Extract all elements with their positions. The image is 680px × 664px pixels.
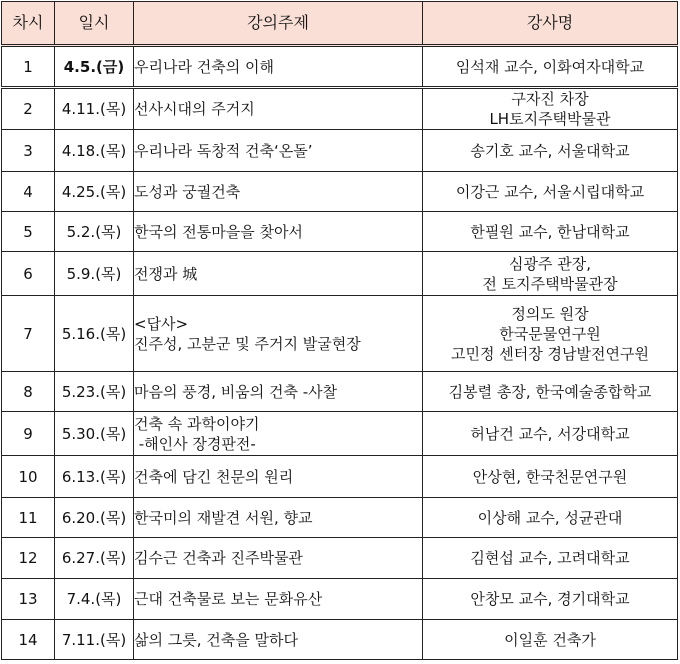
- lecturer-name: [423, 296, 678, 372]
- table-row: [2, 538, 678, 579]
- lecture-topic: [134, 130, 423, 172]
- session-date: 7.4.(목): [55, 579, 134, 620]
- lecturer-name: [423, 88, 678, 130]
- session-number: 14: [2, 620, 55, 660]
- lecturer-name: [423, 212, 678, 252]
- topic-line: 선사시대의 주거지: [134, 100, 255, 118]
- table-row: [2, 212, 678, 252]
- session-number: 9: [2, 412, 55, 456]
- lecture-topic: [134, 579, 423, 620]
- lecture-topic: [134, 212, 423, 252]
- table-row: [2, 296, 678, 372]
- lecture-topic: [134, 172, 423, 212]
- topic-line: 건축에 담긴 천문의 원리: [134, 467, 294, 486]
- topic-line: 건축 속 과학이야기: [134, 414, 260, 433]
- topic-line: 한국미의 재발견 서원, 향교: [134, 508, 313, 527]
- lecturer-name: [423, 620, 678, 660]
- lecture-topic: [134, 412, 423, 456]
- session-number: 1: [2, 46, 55, 88]
- topic-line: 근대 건축물로 보는 문화유산: [134, 590, 323, 608]
- topic-line: 우리나라 건축의 이해: [134, 57, 274, 76]
- lecture-topic: [134, 46, 423, 88]
- lecturer-name: [423, 456, 678, 498]
- session-date: 4.11.(목): [55, 88, 134, 130]
- session-date: 6.20.(목): [55, 498, 134, 538]
- lecturer-line: 구자진 차장: [511, 90, 589, 108]
- lecturer-name: [423, 412, 678, 456]
- lecturer-line: 고민정 센터장 경남발전연구원: [451, 344, 649, 363]
- session-number: 2: [2, 88, 55, 130]
- lecture-topic: [134, 296, 423, 372]
- table-row: [2, 579, 678, 620]
- table-row: [2, 498, 678, 538]
- lecturer-line: 안창모 교수, 경기대학교: [470, 590, 630, 608]
- lecturer-line: 이상해 교수, 성균관대: [477, 508, 623, 527]
- header-lecturer: 강사명: [423, 2, 678, 46]
- header-date: 일시: [55, 2, 134, 46]
- lecture-schedule-table: [1, 1, 678, 660]
- table-row: [2, 88, 678, 130]
- session-number: 12: [2, 538, 55, 579]
- lecture-topic: [134, 88, 423, 130]
- topic-line: 우리나라 독창적 건축‘온돌’: [134, 141, 313, 160]
- lecturer-line: 이강근 교수, 서울시립대학교: [455, 182, 645, 201]
- topic-line: 김수근 건축과 진주박물관: [134, 549, 303, 567]
- lecture-topic: [134, 498, 423, 538]
- session-number: 5: [2, 212, 55, 252]
- lecturer-line: 한필원 교수, 한남대학교: [470, 222, 630, 241]
- lecturer-line: 임석재 교수, 이화여자대학교: [455, 57, 645, 76]
- session-date: 6.13.(목): [55, 456, 134, 498]
- topic-line: 진주성, 고분군 및 주거지 발굴현장: [134, 334, 361, 353]
- schedule-body: [2, 46, 678, 660]
- header-topic: 강의주제: [134, 2, 423, 46]
- table-row: [2, 412, 678, 456]
- lecturer-line: LH토지주택박물관: [489, 110, 611, 128]
- table-row: [2, 620, 678, 660]
- table-row: [2, 130, 678, 172]
- lecturer-line: 허남건 교수, 서강대학교: [470, 424, 630, 443]
- topic-line: <답사>: [134, 314, 189, 333]
- topic-line: 전쟁과 城: [134, 264, 198, 283]
- lecturer-line: 전 토지주택박물관장: [482, 274, 618, 293]
- session-date: 5.9.(목): [55, 252, 134, 296]
- header-row: [2, 2, 678, 46]
- lecturer-line: 심광주 관장,: [509, 254, 591, 273]
- lecturer-name: [423, 538, 678, 579]
- topic-line: 한국의 전통마을을 찾아서: [134, 222, 303, 241]
- session-date: 5.16.(목): [55, 296, 134, 372]
- table-row: [2, 172, 678, 212]
- topic-line: 마음의 풍경, 비움의 건축 -사찰: [134, 382, 338, 401]
- session-date: 6.27.(목): [55, 538, 134, 579]
- session-number: 13: [2, 579, 55, 620]
- session-number: 10: [2, 456, 55, 498]
- session-number: 3: [2, 130, 55, 172]
- lecturer-name: [423, 252, 678, 296]
- session-number: 7: [2, 296, 55, 372]
- topic-line: 도성과 궁궐건축: [134, 182, 241, 201]
- table-row: [2, 372, 678, 412]
- lecture-topic: [134, 252, 423, 296]
- session-number: 8: [2, 372, 55, 412]
- session-date: 7.11.(목): [55, 620, 134, 660]
- session-date: 4.5.(금): [55, 46, 134, 88]
- header-no: 차시: [2, 2, 55, 46]
- lecturer-line: 김현섭 교수, 고려대학교: [470, 549, 630, 567]
- lecturer-line: 송기호 교수, 서울대학교: [470, 141, 630, 160]
- table-row: [2, 456, 678, 498]
- lecturer-line: 안상현, 한국천문연구원: [472, 467, 628, 486]
- session-date: 4.25.(목): [55, 172, 134, 212]
- lecturer-name: [423, 372, 678, 412]
- table-row: [2, 46, 678, 88]
- session-date: 5.2.(목): [55, 212, 134, 252]
- session-number: 6: [2, 252, 55, 296]
- topic-line: -해인사 장경판전-: [134, 434, 256, 453]
- lecturer-name: [423, 46, 678, 88]
- session-number: 11: [2, 498, 55, 538]
- lecturer-line: 이일훈 건축가: [504, 630, 596, 649]
- lecturer-line: 한국문물연구원: [499, 324, 601, 343]
- topic-line: 삶의 그릇, 건축을 말하다: [134, 630, 298, 649]
- lecturer-name: [423, 579, 678, 620]
- table-row: [2, 252, 678, 296]
- session-number: 4: [2, 172, 55, 212]
- lecturer-name: [423, 130, 678, 172]
- session-date: 5.30.(목): [55, 412, 134, 456]
- session-date: 4.18.(목): [55, 130, 134, 172]
- lecture-topic: [134, 620, 423, 660]
- lecture-topic: [134, 538, 423, 579]
- lecturer-name: [423, 172, 678, 212]
- lecturer-line: 정의도 원장: [511, 304, 589, 323]
- session-date: 5.23.(목): [55, 372, 134, 412]
- lecture-topic: [134, 456, 423, 498]
- lecturer-name: [423, 498, 678, 538]
- lecture-topic: [134, 372, 423, 412]
- lecturer-line: 김봉렬 총장, 한국예술종합학교: [448, 382, 652, 401]
